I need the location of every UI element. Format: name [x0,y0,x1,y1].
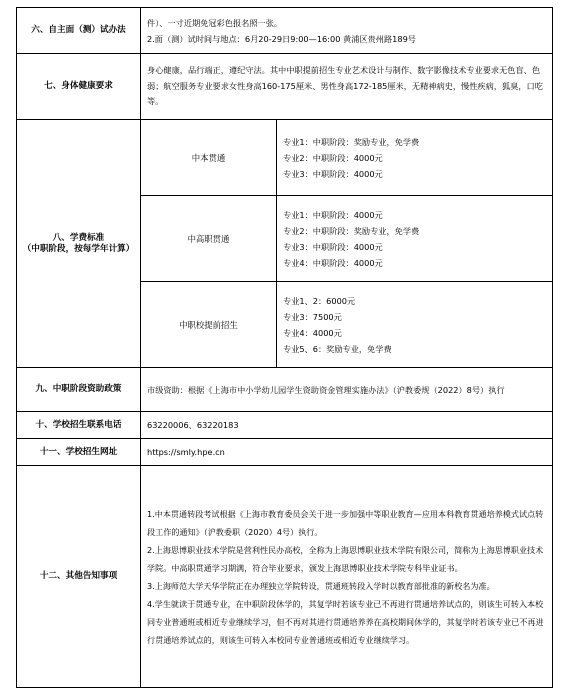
fee-item: 专业2：中职阶段：4000元 [283,152,383,163]
program-name: 中职校提前招生 [141,282,277,368]
notice-paragraph: 1.中本贯通转段考试根据《上海市教育委员会关于进一步加强中等职业教育—应用本科教育贯通培养模式试点转段工作的通知》（沪教委职（2020）4号）执行。 [147,508,544,537]
fee-item: 专业2：中职阶段：奖励专业，免学费 [283,225,420,236]
fee-item: 专业1：中职阶段：4000元 [283,209,383,220]
row-funding-policy [17,368,553,412]
fee-list [277,196,553,282]
notice-paragraph: 3.上海师范大学天华学院正在办理独立学院转设，贯通班转段入学时以教育部批准的新校名为准。 [147,580,495,591]
website-url: https://smly.hpe.cn [141,439,553,466]
fee-item: 专业1：中职阶段：奖励专业，免学费 [283,136,420,147]
title-line: （中职阶段，按每学年计算） [22,243,135,254]
row-health-requirements [17,54,553,120]
fee-item: 专业3：中职阶段：4000元 [283,241,383,252]
row-title: 十、学校招生联系电话 [17,412,141,439]
row-title: 十二、其他告知事项 [17,466,141,688]
row-other-notices [17,466,553,688]
row-content [141,466,553,688]
row-title: 十一、学校招生网址 [17,439,141,466]
row-fee-group-1 [17,120,553,196]
content-line: 2.面（测）试时间与地点：6月20-29日9:00—16:00 黄浦区贵州路189号 [147,33,416,44]
fee-list [277,282,553,368]
fee-item: 专业3：7500元 [283,311,342,322]
notice-paragraph: 2.上海思博职业技术学院是营利性民办高校，全称为上海思博职业技术学院有限公司，简称为上海思博职业技术学院。中高职贯通学习期满，符合毕业要求，颁发上海思博职业技术学院专科毕业证书。 [147,544,544,573]
title-line: 八、学费标准 [52,232,105,243]
row-phone [17,412,553,439]
row-title: 六、自主面（测）试办法 [17,8,141,54]
row-title [17,120,141,368]
phone-numbers: 63220006、63220183 [141,412,553,439]
fee-item: 专业4：4000元 [283,327,342,338]
admission-info-table [16,7,553,688]
row-content [141,8,553,54]
program-name: 中高职贯通 [141,196,277,282]
fee-item: 专业4：中职阶段：4000元 [283,257,383,268]
fee-item: 专业5、6：奖励专业，免学费 [283,343,392,354]
row-title: 九、中职阶段资助政策 [17,368,141,412]
row-title: 七、身体健康要求 [17,54,141,120]
row-website [17,439,553,466]
fee-item: 专业1、2：6000元 [283,295,356,306]
row-content: 身心健康，品行端正，遵纪守法。其中中职提前招生专业艺术设计与制作、数字影像技术专业要求无色盲、色弱；航空服务专业要求女性身高160-175厘米、男性身高172-185厘米，无精神病史，慢性疾病，狐臭，口吃等。 [141,54,553,120]
row-content: 市级资助：根据《上海市中小学幼儿园学生资助资金管理实施办法》（沪教委规（2022）8号）执行 [141,368,553,412]
row-test-method [17,8,553,54]
fee-item: 专业3：中职阶段：4000元 [283,168,383,179]
notice-paragraph: 4.学生就读于贯通专业，在中职阶段休学的，其复学时若该专业已不再进行贯通培养试点的，则该生可转入本校同专业普通班或相近专业继续学习，但不再对其进行贯通培养养在高校期间休学的，其复学时若该专业已不再进行贯通培养试点的，则该生可转入本校同专业普通班或相近专业继续学习。 [147,598,544,645]
program-name: 中本贯通 [141,120,277,196]
fee-list [277,120,553,196]
content-line: 件）、一寸近期免冠彩色报名照一张。 [147,17,283,28]
